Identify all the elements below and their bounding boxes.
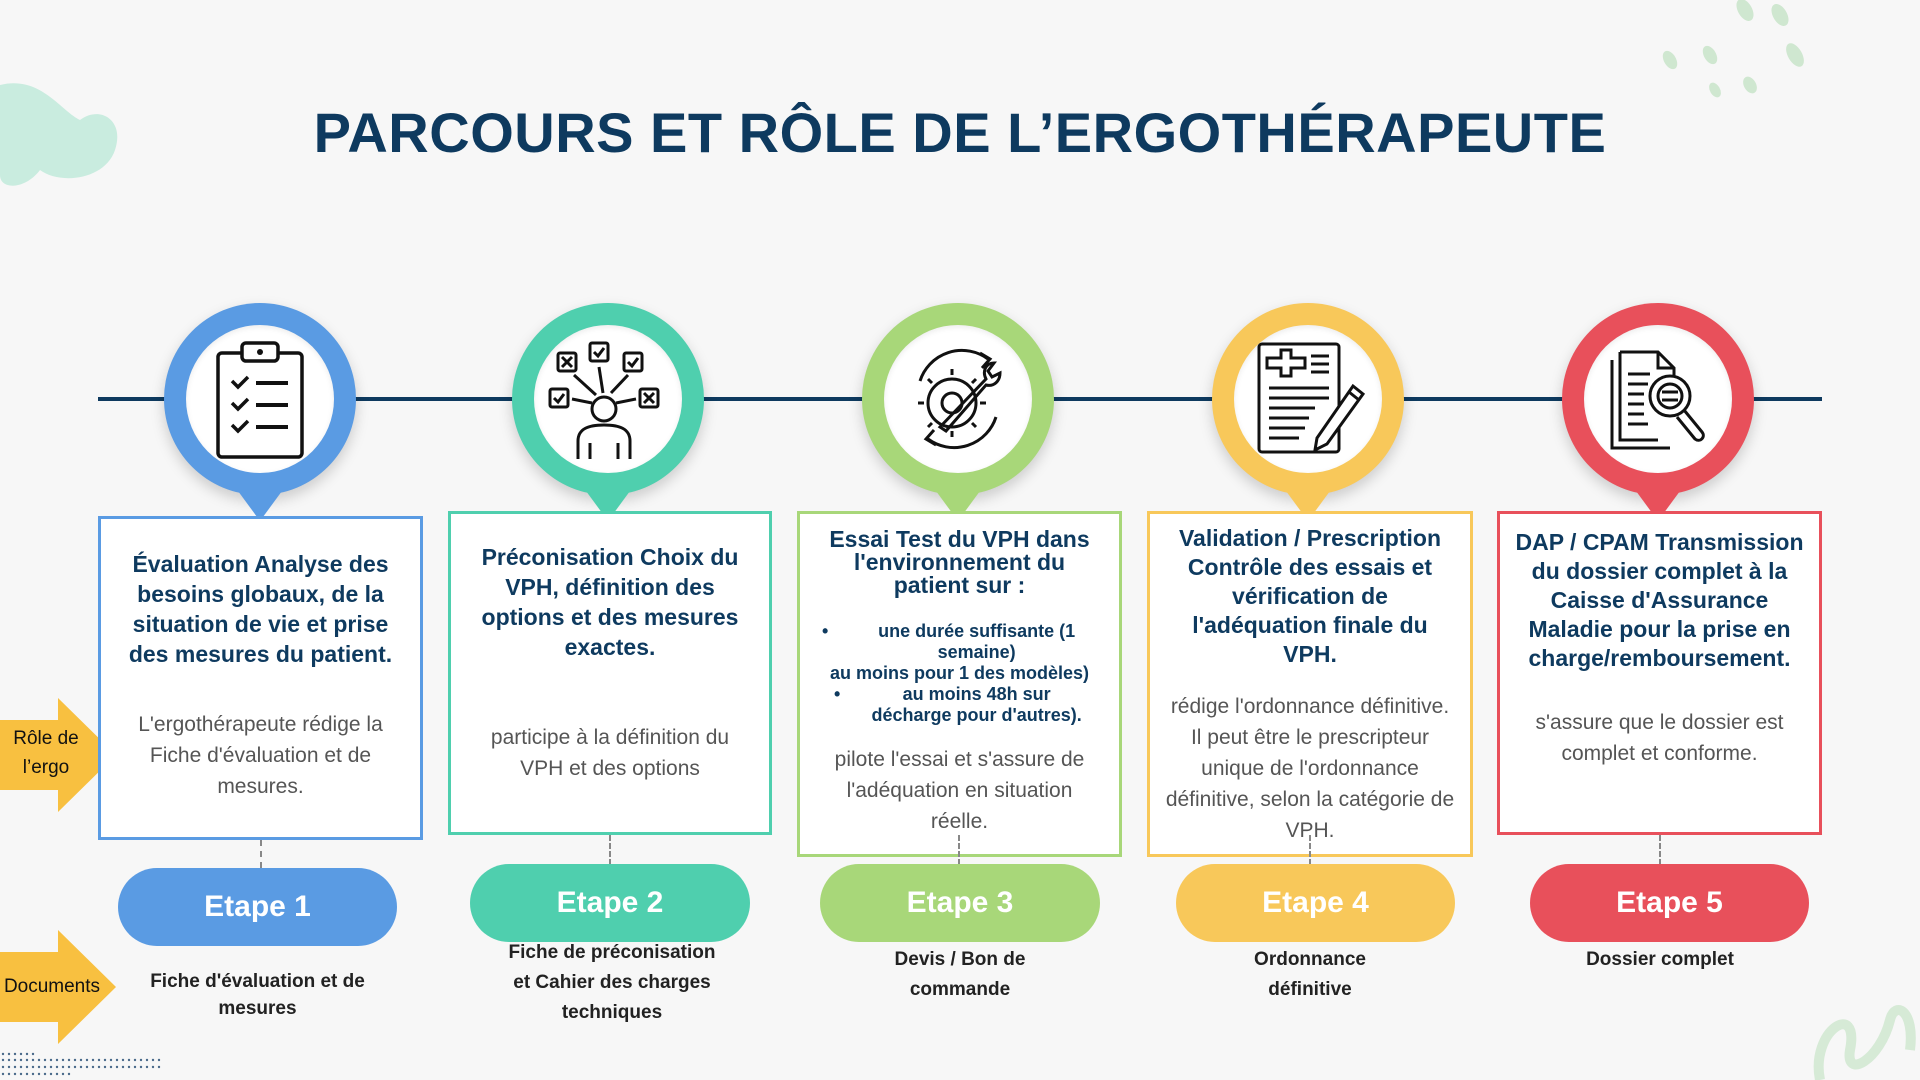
step-1-title: Évaluation Analyse des besoins globaux, de la situation de vie et prise des mesures du patient. bbox=[128, 551, 393, 667]
documents-arrow-label: Documents bbox=[3, 976, 101, 997]
step-2-card bbox=[448, 511, 772, 835]
step-5-card bbox=[1497, 511, 1822, 835]
step-2-pill: Etape 2 bbox=[470, 864, 750, 942]
person-choice-icon bbox=[548, 337, 668, 462]
step-3-connector bbox=[958, 835, 960, 865]
step-1-pill: Etape 1 bbox=[118, 868, 397, 946]
step-2-icon-holder bbox=[534, 325, 682, 473]
role-arrow-label: Rôle de l’ergo bbox=[13, 728, 79, 778]
step-3-pill: Etape 3 bbox=[820, 864, 1100, 942]
step-1-description: L'ergothérapeute rédige la Fiche d'évaluation et de mesures. bbox=[138, 713, 383, 798]
step-5-icon-holder bbox=[1584, 325, 1732, 473]
step-4-connector bbox=[1309, 835, 1311, 865]
decorative-dot-grid bbox=[0, 1050, 170, 1080]
step-3-bullet-continuation: au moins pour 1 des modèles) bbox=[829, 663, 1090, 683]
step-5-pill: Etape 5 bbox=[1530, 864, 1809, 942]
step-3-bullet bbox=[814, 684, 1105, 726]
step-1-card bbox=[98, 516, 423, 840]
step-2-document: Fiche de préconisation et Cahier des charges techniques bbox=[508, 942, 716, 1023]
step-4-document: Ordonnance définitive bbox=[1254, 949, 1366, 1000]
decorative-loop bbox=[1800, 990, 1920, 1080]
step-2-title: Préconisation Choix du VPH, définition des options et des mesures exactes. bbox=[481, 544, 739, 660]
step-1-document: Fiche d'évaluation et de mesures bbox=[150, 971, 365, 1019]
step-3-bullet-text: une durée suffisante (1 semaine) bbox=[878, 621, 1076, 662]
document-search-icon bbox=[1598, 344, 1718, 454]
bullet-dot-icon: • bbox=[822, 621, 829, 641]
step-5-document: Dossier complet bbox=[1586, 949, 1734, 970]
step-5-pin bbox=[1562, 303, 1754, 495]
step-5-description: s'assure que le dossier est complet et conforme. bbox=[1535, 711, 1784, 765]
step-4-icon-holder bbox=[1234, 325, 1382, 473]
decorative-dots bbox=[1650, 0, 1810, 100]
step-4-title: Validation / Prescription Contrôle des essais et vérification de l'adéquation finale du VPH. bbox=[1178, 525, 1441, 667]
step-3-icon-holder bbox=[884, 325, 1032, 473]
step-4-description: rédige l'ordonnance définitive. Il peut être le prescripteur unique de l'ordonnance définitive, selon la catégorie de VPH. bbox=[1165, 695, 1455, 842]
step-3-card bbox=[797, 511, 1122, 857]
step-3-bullet-text: au moins 48h sur décharge pour d'autres). bbox=[871, 684, 1082, 725]
step-4-pill: Etape 4 bbox=[1176, 864, 1455, 942]
bullet-dot-icon: • bbox=[834, 684, 841, 704]
step-3-document: Devis / Bon de commande bbox=[894, 949, 1026, 1000]
step-2-pin bbox=[512, 303, 704, 495]
step-5-connector bbox=[1659, 835, 1661, 865]
step-3-description: pilote l'essai et s'assure de l'adéquation en situation réelle. bbox=[834, 748, 1085, 833]
page-title: PARCOURS ET RÔLE DE L’ERGOTHÉRAPEUTE bbox=[313, 101, 1607, 164]
step-2-description: participe à la définition du VPH et des options bbox=[490, 726, 730, 780]
step-4-card bbox=[1147, 511, 1473, 857]
step-1-connector bbox=[260, 840, 262, 868]
step-5-title: DAP / CPAM Transmission du dossier complet à la Caisse d'Assurance Maladie pour la prise en charge/remboursement. bbox=[1515, 529, 1804, 671]
step-3-title: Essai Test du VPH dans l'environnement du patient sur : bbox=[829, 526, 1090, 598]
step-2-connector bbox=[609, 835, 611, 865]
clipboard-checklist-icon bbox=[210, 339, 310, 459]
step-1-icon-holder bbox=[186, 325, 334, 473]
step-1-pin bbox=[164, 303, 356, 495]
step-4-pin bbox=[1212, 303, 1404, 495]
gear-wrench-cycle-icon bbox=[900, 341, 1016, 457]
step-3-bullets bbox=[814, 621, 1105, 726]
step-3-pin bbox=[862, 303, 1054, 495]
step-3-bullet bbox=[814, 621, 1105, 663]
prescription-document-icon bbox=[1249, 340, 1367, 458]
